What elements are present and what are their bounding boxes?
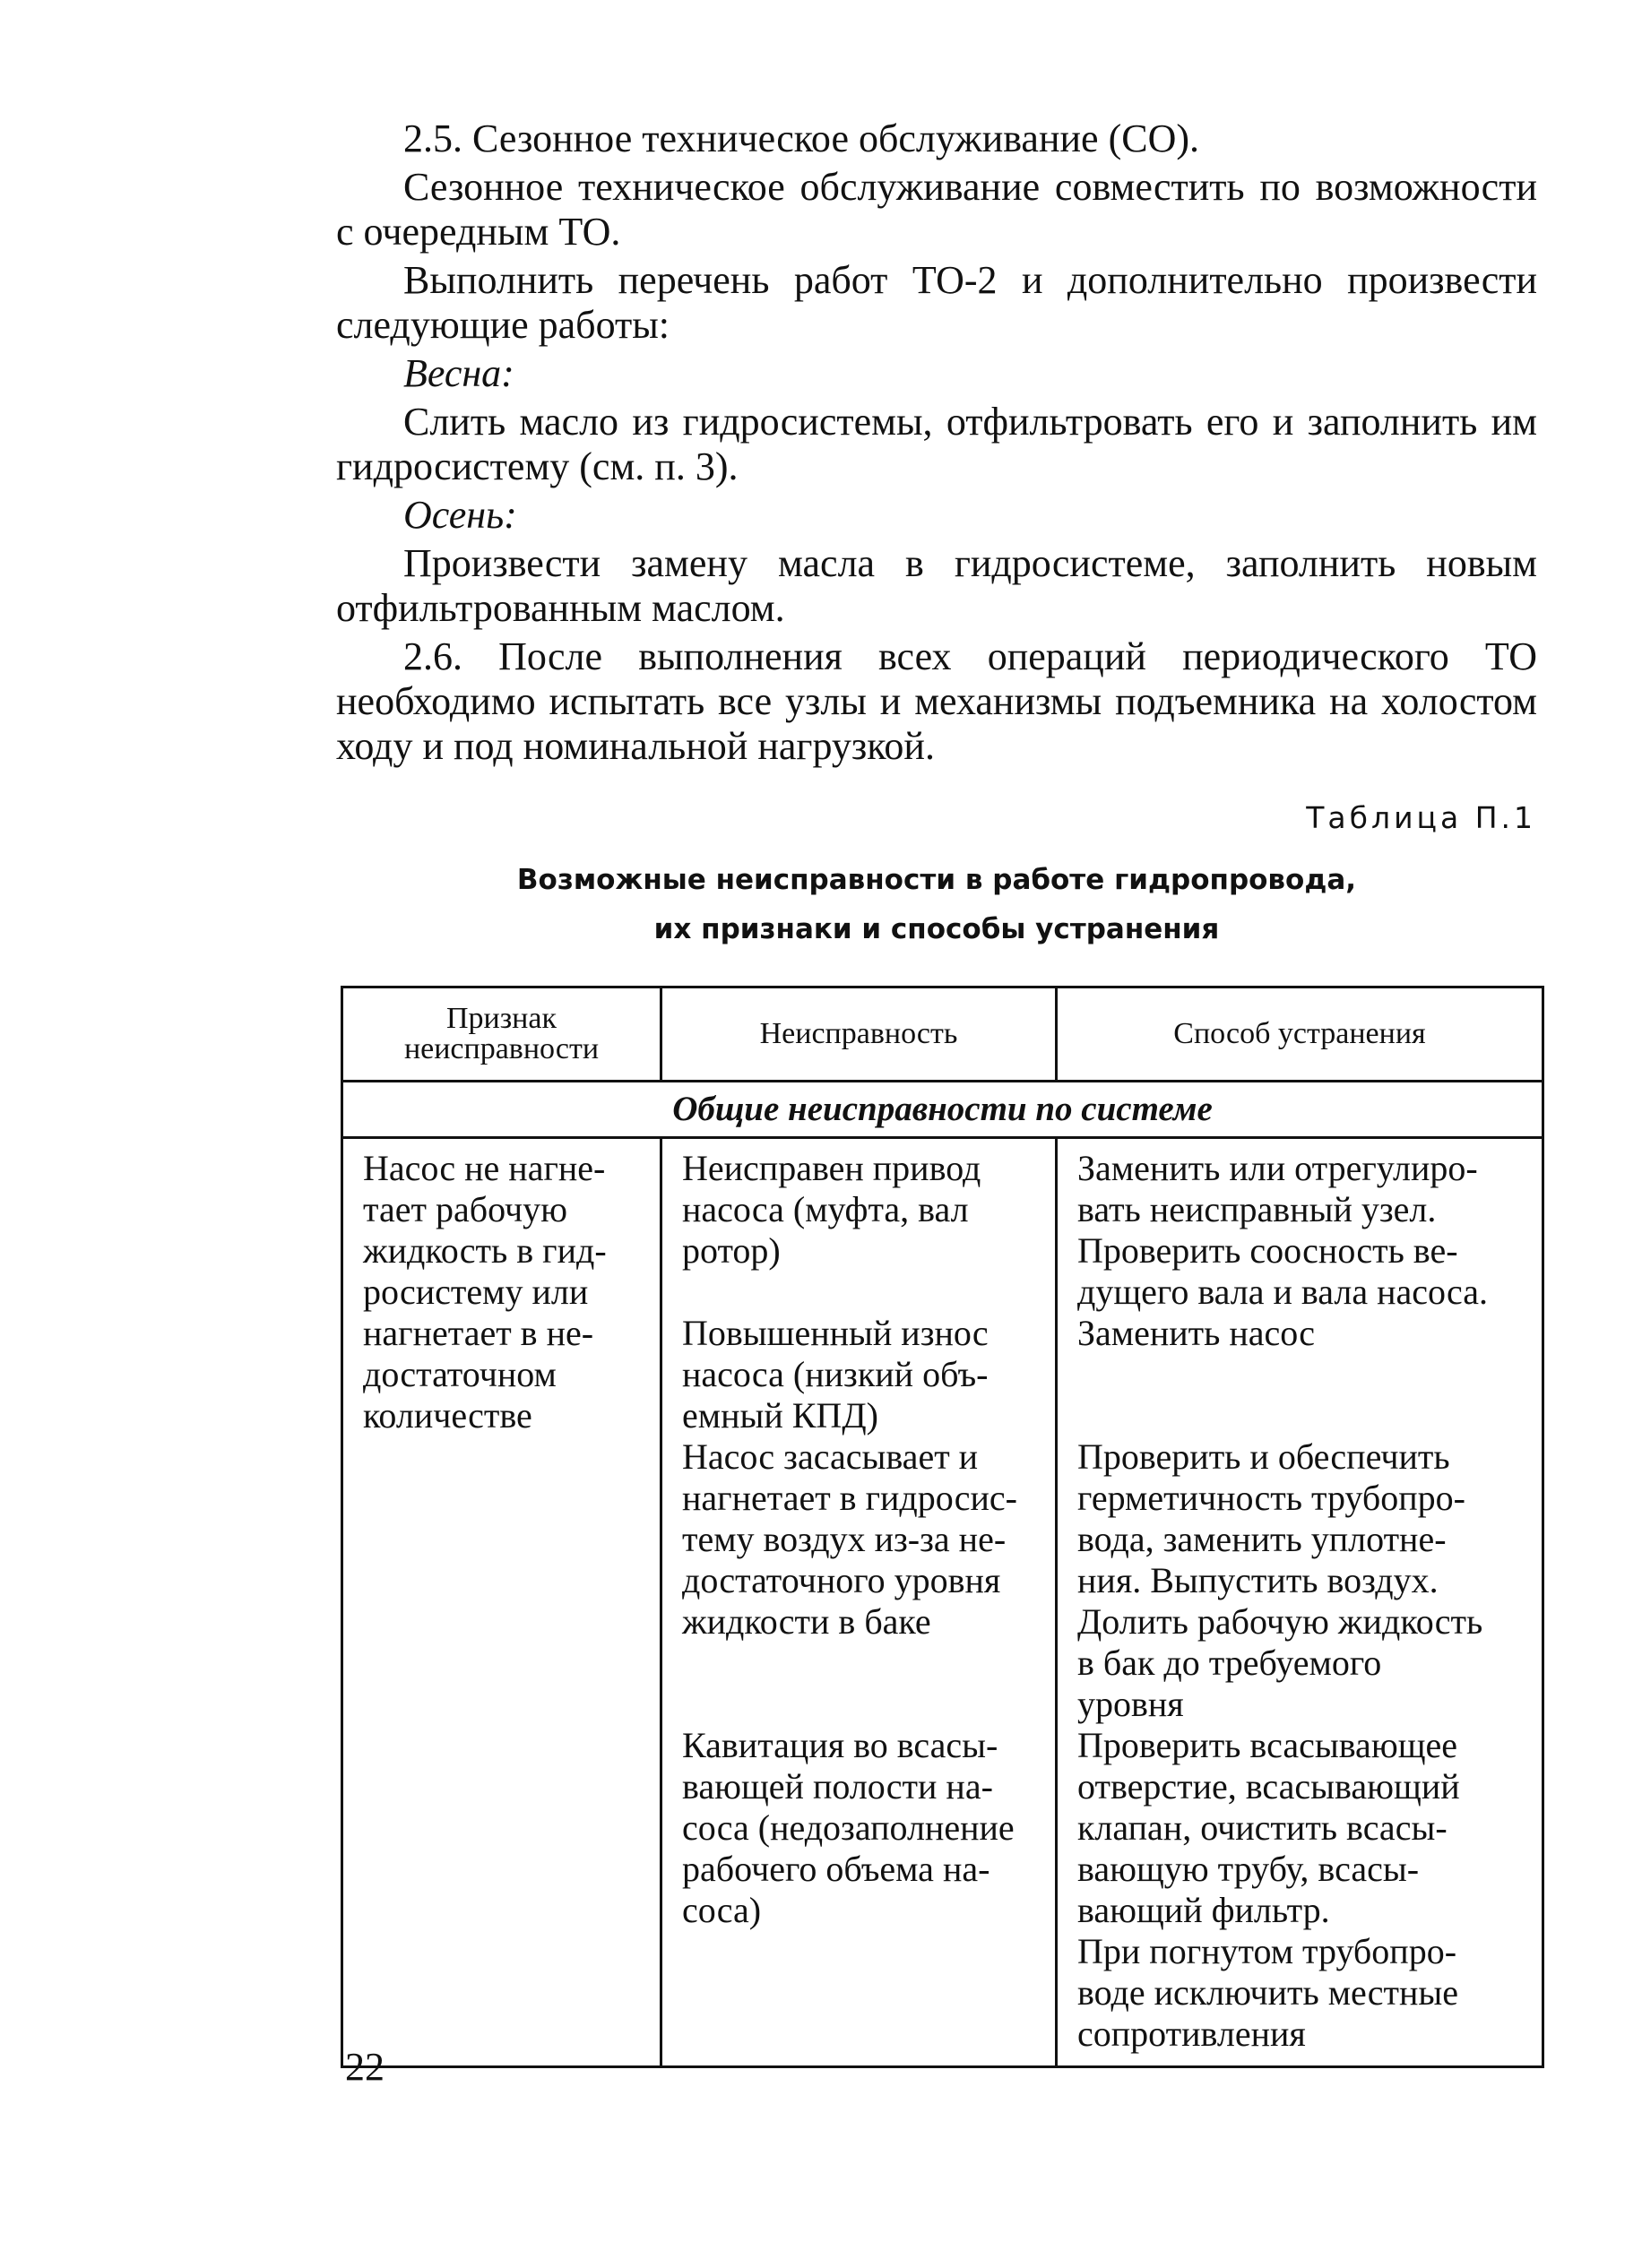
remedy-line: Долить рабочую жидкость [1077, 1601, 1483, 1642]
remedy-line: Заменить насос [1077, 1313, 1316, 1353]
sign-cell [342, 1138, 661, 2067]
faults-table [341, 986, 1544, 2068]
remedy-lines [1077, 1148, 1533, 2055]
paragraph-spring-work: Слить масло из гидросистемы, отфильтровать его и заполнить им гидросистему (см. п. 3). [336, 400, 1537, 488]
section-title: Общие неисправности по системе [342, 1082, 1543, 1138]
paragraph-autumn-work: Произвести замену масла в гидросистеме, заполнить новым отфильтрованным маслом. [336, 541, 1537, 630]
remedy-item [1077, 1148, 1533, 1313]
fault-line: емный КПД) [682, 1395, 878, 1436]
line-gap [682, 1972, 1046, 2014]
fault-line: Неисправен привод [682, 1148, 981, 1188]
remedy-cell [1057, 1138, 1543, 2067]
paragraph-testing: 2.6. После выполнения всех операций периодического ТО необходимо испытать все узлы и механизмы подъемника на холостом ходу и под номинальной нагрузкой. [336, 634, 1537, 768]
fault-line: Насос засасывает и [682, 1436, 979, 1477]
fault-line: насоса (низкий объ- [682, 1354, 989, 1394]
remedy-line: сопротивления [1077, 2014, 1306, 2054]
fault-line: нагнетает в гидросис- [682, 1478, 1017, 1518]
remedy-line: вода, заменить уплотне- [1077, 1519, 1447, 1559]
fault-item [682, 1725, 1046, 2055]
line-gap [1077, 1395, 1533, 1436]
fault-line: ротор) [682, 1230, 781, 1271]
fault-line: вающей полости на- [682, 1766, 993, 1807]
fault-item [682, 1313, 1046, 1436]
paragraph-combine-maintenance: Сезонное техническое обслуживание совместить по возможности с очередным ТО. [336, 165, 1537, 254]
remedy-line: Проверить соосность ве- [1077, 1230, 1458, 1271]
line-gap [682, 1931, 1046, 1972]
paragraph-seasonal-maintenance: 2.5. Сезонное техническое обслуживание (СО). [403, 116, 1200, 160]
header-sign: Признак неисправности [342, 987, 661, 1082]
line-gap [682, 1643, 1046, 1684]
table-section-row [342, 1082, 1543, 1138]
remedy-line: уровня [1077, 1684, 1184, 1724]
remedy-item [1077, 1313, 1533, 1436]
sign-line: Насос не нагне- [363, 1148, 606, 1188]
remedy-line: клапан, очистить всасы- [1077, 1807, 1448, 1848]
line-gap [682, 2014, 1046, 2055]
table-title-line: их признаки и способы устранения [653, 913, 1220, 945]
remedy-line: вающий фильтр. [1077, 1890, 1330, 1930]
table-caption: Таблица П.1 [1306, 800, 1536, 835]
remedy-line: вающую трубу, всасы- [1077, 1849, 1420, 1889]
paragraph-work-list: Выполнить перечень работ ТО-2 и дополнительно произвести следующие работы: [336, 258, 1537, 347]
table-row [342, 1138, 1543, 2067]
fault-line: жидкости в баке [682, 1601, 931, 1642]
line-gap [682, 1684, 1046, 1725]
sign-line: количестве [363, 1395, 532, 1436]
remedy-line: герметичность трубопро- [1077, 1478, 1465, 1518]
sign-line: нагнетает в не- [363, 1313, 594, 1353]
fault-item [682, 1148, 1046, 1313]
table-title-line: Возможные неисправности в работе гидропровода, [516, 864, 1357, 896]
remedy-line: Проверить и обеспечить [1077, 1436, 1450, 1477]
sign-line: достаточном [363, 1354, 557, 1394]
table-header-row [342, 987, 1543, 1082]
remedy-item [1077, 1436, 1533, 1725]
table-title [336, 856, 1537, 954]
fault-item [682, 1436, 1046, 1725]
fault-line: соса) [682, 1890, 762, 1930]
line-gap [1077, 1354, 1533, 1395]
fault-line: Повышенный износ [682, 1313, 989, 1353]
remedy-line: вать неисправный узел. [1077, 1189, 1437, 1229]
sign-lines [363, 1148, 651, 1436]
remedy-item [1077, 1725, 1533, 2055]
fault-cell [661, 1138, 1057, 2067]
sign-line: тает рабочую [363, 1189, 568, 1229]
header-remedy: Способ устранения [1057, 987, 1543, 1082]
season-spring-label: Весна: [403, 351, 514, 395]
fault-lines [682, 1148, 1046, 2055]
remedy-line: При погнутом трубопро- [1077, 1931, 1457, 1971]
fault-line: Кавитация во всасы- [682, 1725, 998, 1765]
remedy-line: Проверить всасывающее [1077, 1725, 1458, 1765]
remedy-line: отверстие, всасывающий [1077, 1766, 1460, 1807]
season-autumn-label: Осень: [403, 493, 517, 537]
fault-line: тему воздух из-за не- [682, 1519, 1007, 1559]
fault-line: соса (недозаполнение [682, 1807, 1015, 1848]
remedy-line: ния. Выпустить воздух. [1077, 1560, 1439, 1600]
header-fault: Неисправность [661, 987, 1057, 1082]
fault-line: насоса (муфта, вал [682, 1189, 969, 1229]
remedy-line: воде исключить местные [1077, 1972, 1459, 2013]
sign-line: жидкость в гид- [363, 1230, 607, 1271]
line-gap [682, 1272, 1046, 1313]
fault-line: рабочего объема на- [682, 1849, 990, 1889]
fault-line: достаточного уровня [682, 1560, 1001, 1600]
body-text [336, 116, 1537, 772]
remedy-line: в бак до требуемого [1077, 1643, 1382, 1683]
remedy-line: дущего вала и вала насоса. [1077, 1272, 1488, 1312]
page-number: 22 [345, 2045, 385, 2089]
sign-line: росистему или [363, 1272, 589, 1312]
remedy-line: Заменить или отрегулиро- [1077, 1148, 1478, 1188]
